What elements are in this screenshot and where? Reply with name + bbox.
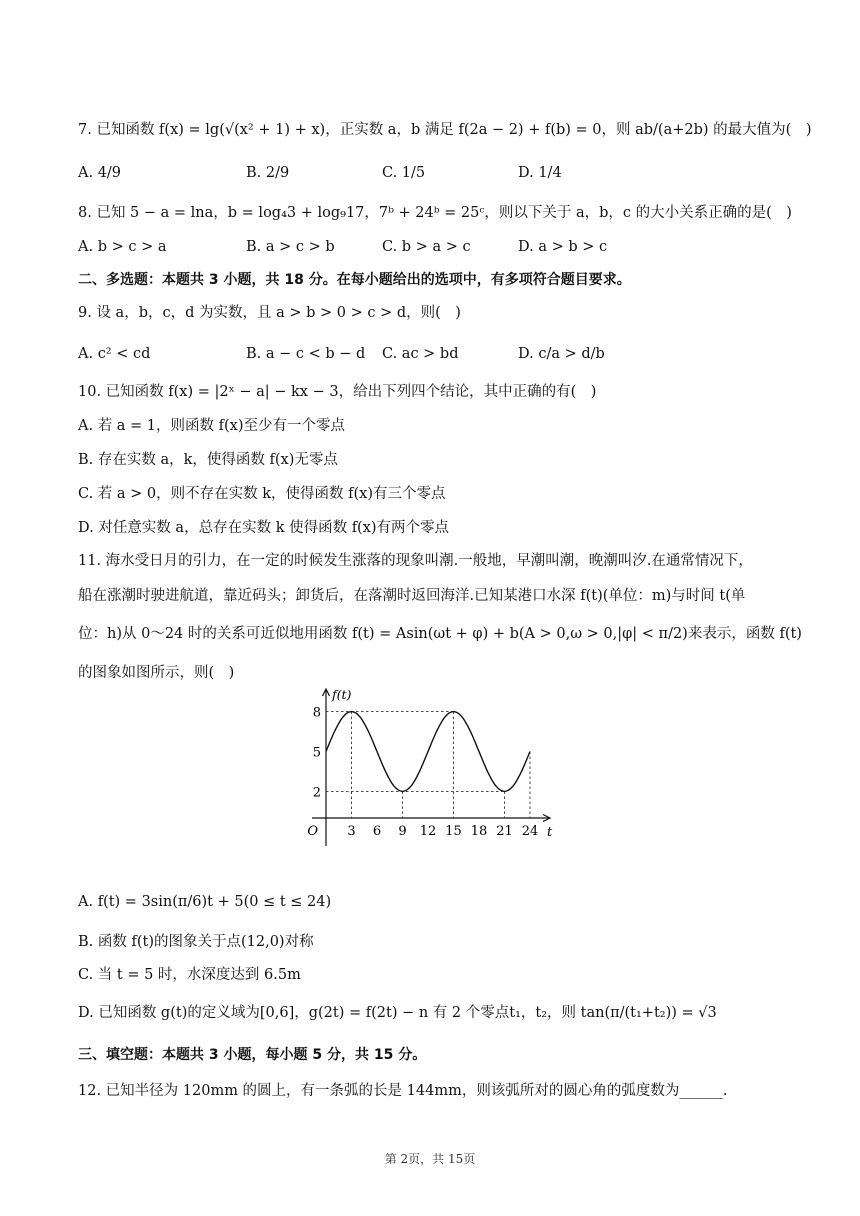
q11-stem-line-2: 船在涨潮时驶进航道，靠近码头；卸货后，在落潮时返回海洋.已知某港口水深 f(t)(单位：m)与时间 t(单	[78, 588, 746, 604]
q7-option-b: B. 2/9	[246, 165, 290, 181]
q11-option-a: A. f(t) = 3sin(π/6)t + 5(0 ≤ t ≤ 24)	[78, 894, 332, 910]
q7-option-a: A. 4/9	[78, 165, 122, 181]
tide-curve-series	[326, 712, 530, 792]
q11-option-b: B. 函数 f(t)的图象关于点(12,0)对称	[78, 934, 314, 950]
q8-option-d: D. a > b > c	[518, 239, 608, 255]
q11-stem-line-4: 的图象如图所示，则( )	[78, 665, 235, 681]
q8-options	[78, 237, 778, 257]
q11-option-d: D. 已知函数 g(t)的定义域为[0,6]，g(2t) = f(2t) − n 有 2 个零点t₁，t₂，则 tan(π/(t₁+t₂)) = √3	[78, 1005, 717, 1021]
q7-stem: 7. 已知函数 f(x) = lg(√(x² + 1) + x)，正实数 a，b 满足 f(2a − 2) + f(b) = 0，则 ab/(a+2b) 的最大值为( )	[78, 122, 812, 138]
q9-option-a: A. c² < cd	[78, 346, 151, 362]
q10-stem: 10. 已知函数 f(x) = |2ˣ − a| − kx − 3，给出下列四个结论，其中正确的有( )	[78, 384, 597, 400]
q10-option-a: A. 若 a = 1，则函数 f(x)至少有一个零点	[78, 418, 346, 434]
q10-option-c: C. 若 a > 0，则不存在实数 k，使得函数 f(x)有三个零点	[78, 486, 446, 502]
q9-option-c: C. ac > bd	[382, 346, 459, 362]
x-tick-label-24: 24	[521, 824, 539, 839]
x-tick-label-3: 3	[347, 824, 356, 839]
q11-stem-line-1: 11. 海水受日月的引力，在一定的时候发生涨落的现象叫潮.一般地，早潮叫潮，晚潮叫汐.在通常情况下，	[78, 553, 753, 569]
y-tick-label-2: 2	[312, 785, 321, 801]
x-tick-label-18: 18	[470, 824, 488, 839]
x-axis-label: t	[547, 825, 553, 840]
x-tick-label-21: 21	[496, 824, 513, 839]
q7-option-c: C. 1/5	[382, 165, 426, 181]
q11-stem-line-3: 位：h)从 0～24 时的关系可近似地用函数 f(t) = Asin(ωt + φ) + b(A > 0,ω > 0,|φ| < π/2)来表示，函数 f(t)	[78, 626, 802, 642]
x-tick-label-9: 9	[398, 824, 407, 839]
y-tick-label-5: 5	[312, 745, 321, 761]
q8-option-c: C. b > a > c	[382, 239, 471, 255]
section-2-heading: 二、多选题：本题共 3 小题，共 18 分。在每小题给出的选项中，有多项符合题目要求。	[78, 272, 631, 288]
y-tick-label-8: 8	[312, 705, 321, 721]
origin-label: O	[307, 824, 318, 839]
q9-option-b: B. a − c < b − d	[246, 346, 366, 362]
q8-option-a: A. b > c > a	[78, 239, 167, 255]
page-footer: 第 2页，共 15页	[384, 1152, 476, 1166]
x-tick-label-15: 15	[445, 824, 462, 839]
x-tick-label-6: 6	[372, 824, 382, 839]
q8-option-b: B. a > c > b	[246, 239, 335, 255]
tide-chart	[300, 686, 562, 850]
y-axis-label: f(t)	[332, 687, 352, 702]
x-tick-label-12: 12	[419, 824, 437, 839]
q7-options	[78, 163, 778, 183]
q9-stem: 9. 设 a，b，c，d 为实数，且 a > b > 0 > c > d，则( )	[78, 305, 461, 321]
q8-stem: 8. 已知 5 − a = lna，b = log₄3 + log₉17，7ᵇ + 24ᵇ = 25ᶜ，则以下关于 a，b，c 的大小关系正确的是( )	[78, 205, 792, 221]
q11-option-c: C. 当 t = 5 时，水深度达到 6.5m	[78, 967, 301, 983]
q10-option-d: D. 对任意实数 a，总存在实数 k 使得函数 f(x)有两个零点	[78, 520, 450, 536]
q9-options	[78, 344, 778, 364]
q7-option-d: D. 1/4	[518, 165, 562, 181]
q10-option-b: B. 存在实数 a，k，使得函数 f(x)无零点	[78, 452, 338, 468]
section-3-heading: 三、填空题：本题共 3 小题，每小题 5 分，共 15 分。	[78, 1047, 427, 1063]
q9-option-d: D. c/a > d/b	[518, 346, 605, 362]
q12-stem: 12. 已知半径为 120mm 的圆上，有一条弧的长是 144mm，则该弧所对的圆心角的弧度数为______.	[78, 1083, 728, 1099]
